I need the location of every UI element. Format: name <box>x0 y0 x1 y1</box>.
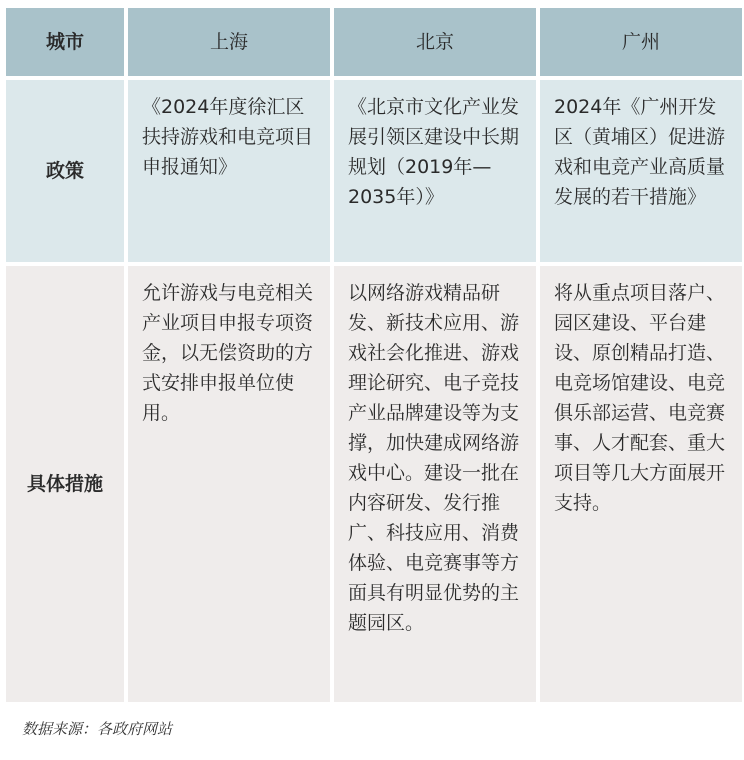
header-city-label: 城市 <box>6 8 124 76</box>
policy-cell-guangzhou: 2024年《广州开发区（黄埔区）促进游戏和电竞产业高质量发展的若干措施》 <box>540 80 742 262</box>
row-label-policy: 政策 <box>6 80 124 262</box>
measures-cell-beijing: 以网络游戏精品研发、新技术应用、游戏社会化推进、游戏理论研究、电子竞技产业品牌建设等为支撑，加快建成网络游戏中心。建设一批在内容研发、发行推广、科技应用、消费体验、电竞赛事等方面具有明显优势的主题园区。 <box>334 266 536 702</box>
row-label-measures: 具体措施 <box>6 266 124 702</box>
policy-cell-shanghai: 《2024年度徐汇区扶持游戏和电竞项目申报通知》 <box>128 80 330 262</box>
measures-cell-guangzhou: 将从重点项目落户、园区建设、平台建设、原创精品打造、电竞场馆建设、电竞俱乐部运营、电竞赛事、人才配套、重大项目等几大方面展开支持。 <box>540 266 742 702</box>
header-city-beijing: 北京 <box>334 8 536 76</box>
policy-table <box>6 8 738 700</box>
header-city-shanghai: 上海 <box>128 8 330 76</box>
source-note: 数据来源：各政府网站 <box>22 720 173 738</box>
measures-cell-shanghai: 允许游戏与电竞相关产业项目申报专项资金，以无偿资助的方式安排申报单位使用。 <box>128 266 330 702</box>
policy-cell-beijing: 《北京市文化产业发展引领区建设中长期规划（2019年—2035年）》 <box>334 80 536 262</box>
header-city-guangzhou: 广州 <box>540 8 742 76</box>
